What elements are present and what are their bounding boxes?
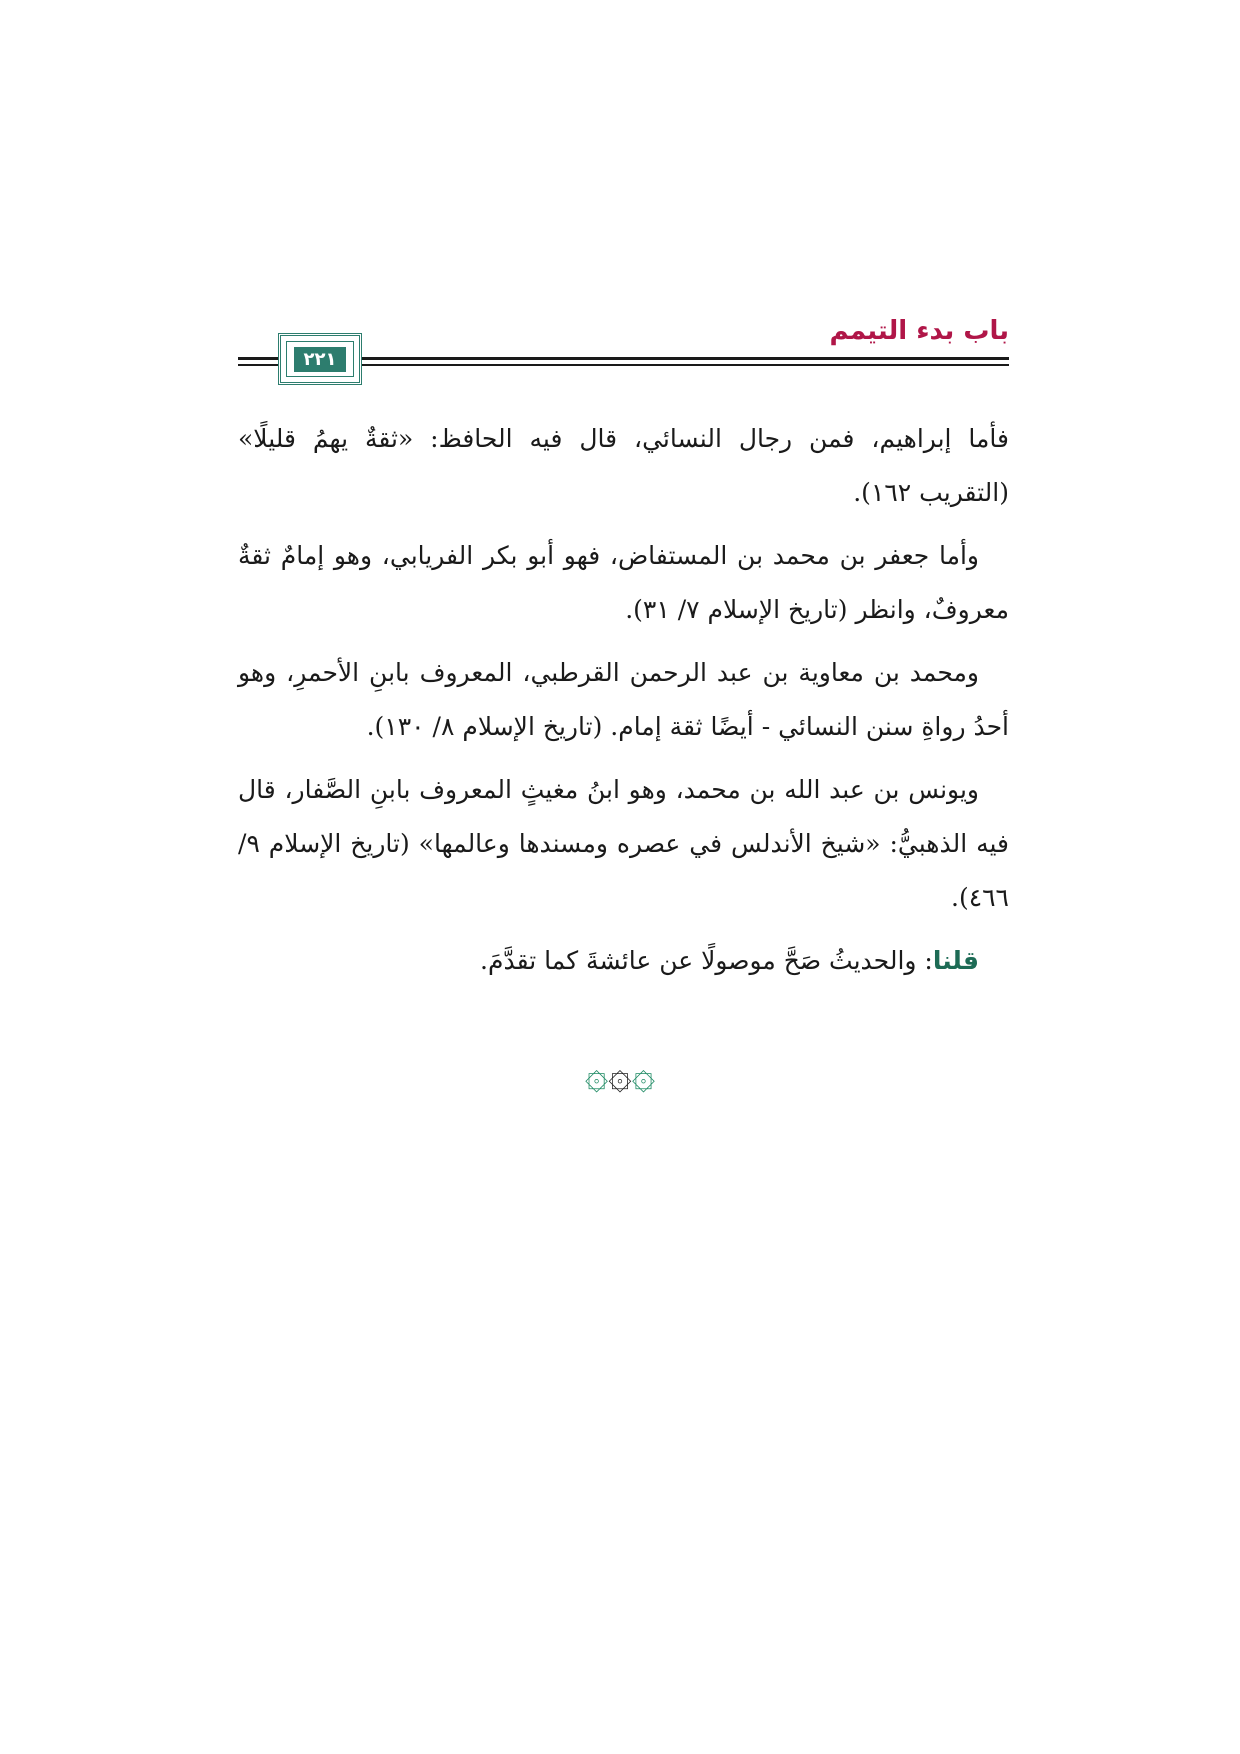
conclusion-label: قلنا xyxy=(932,946,979,975)
chapter-title: باب بدء التيمم xyxy=(829,316,1009,346)
page-number-frame xyxy=(278,333,362,385)
paragraph-ibrahim: فأما إبراهيم، فمن رجال النسائي، قال فيه الحافظ: «ثقةٌ يهمُ قليلًا» (التقريب ١٦٢). xyxy=(238,424,1009,507)
section-end-ornaments xyxy=(0,1052,1240,1098)
star-ornament-icon: ۞ xyxy=(584,1052,609,1098)
paragraph-muhammad: ومحمد بن معاوية بن عبد الرحمن القرطبي، المعروف بابنِ الأحمرِ، وهو أحدُ رواةِ سنن النسائي - أيضًا ثقة إمام. (تاريخ الإسلام ٨/ ١٣٠). xyxy=(238,658,1009,741)
star-ornament-icon: ۞ xyxy=(631,1052,656,1098)
star-ornament-icon: ۞ xyxy=(608,1052,632,1098)
conclusion-paragraph xyxy=(238,934,1009,988)
conclusion-text: : والحديثُ صَحَّ موصولًا عن عائشةَ كما تقدَّمَ. xyxy=(480,946,933,975)
paragraph-yunus: ويونس بن عبد الله بن محمد، وهو ابنُ مغيثٍ المعروف بابنِ الصَّفار، قال فيه الذهبيُّ: «شيخ الأندلس في عصره ومسندها وعالمها» (تاريخ الإسلام ٩/ ٤٦٦). xyxy=(238,775,1009,912)
page-body xyxy=(238,412,1009,997)
page-number: ٢٢١ xyxy=(294,347,347,372)
page-header xyxy=(238,300,1009,392)
paragraph-jafar: وأما جعفر بن محمد بن المستفاض، فهو أبو بكر الفريابي، وهو إمامٌ ثقةٌ معروفٌ، وانظر (تاريخ الإسلام ٧/ ٣١). xyxy=(238,541,1009,624)
